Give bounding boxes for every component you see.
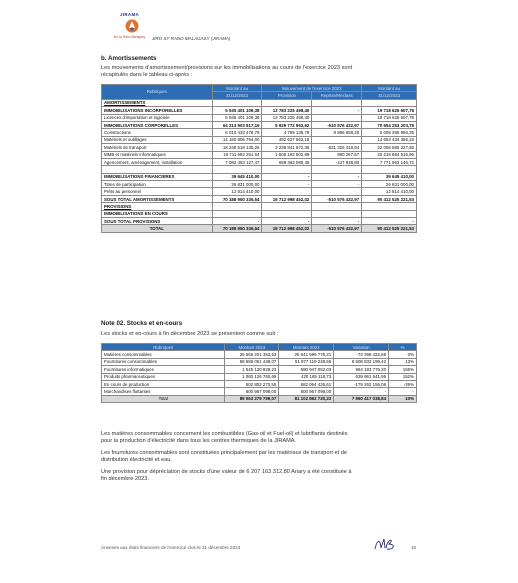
row-value-c2: 3 236 841 672,36: [262, 144, 312, 151]
total-value-c3: 7 960 417 038,84: [334, 395, 389, 402]
row-value-c2: [262, 166, 312, 173]
row-value-c4: [362, 210, 417, 217]
row-label: Titres de participation: [102, 181, 213, 188]
table-row: [102, 380, 417, 387]
row-value-c1: 5 935 401 109,38: [212, 107, 262, 114]
row-value-c4: 70 654 253 203,78: [362, 121, 417, 128]
row-value-c4: 90 412 525 221,53: [362, 195, 417, 202]
table-row: [102, 203, 417, 210]
row-value-c3: [312, 114, 362, 121]
row-value-c2: [262, 188, 312, 195]
row-value-c3: -137 938,80: [312, 158, 362, 165]
table-row: [102, 373, 417, 380]
table-row: [102, 188, 417, 195]
stocks-header-percent: %: [389, 344, 417, 351]
total-value-c1: 89 063 279 799,07: [225, 395, 279, 402]
table-row: [102, 158, 417, 165]
table-row: [102, 114, 417, 121]
row-value-c1: 18 248 518 135,26: [212, 144, 262, 151]
row-value-c4: [362, 166, 417, 173]
total-value-c4: 10%: [389, 395, 417, 402]
row-value-c4: 12 814 410,00: [362, 188, 417, 195]
table-row: [102, 358, 417, 365]
page-number: 16: [411, 545, 417, 550]
total-label: Total: [102, 395, 225, 402]
row-value-c4: -: [362, 218, 417, 225]
logo-drop-icon: [125, 19, 139, 33]
row-value-c1: 18 711 692 261,64: [212, 151, 262, 158]
row-label: Licences d'importation et logiciele: [102, 114, 213, 121]
amortissements-intro-line1: Les mouvements d'amortissement/provisions sur les immobilisations au cours de l'exercice 2023 sont: [101, 65, 353, 71]
row-value-c2: -: [262, 173, 312, 180]
row-value-c4: 14 653 434 356,18: [362, 136, 417, 143]
row-value-c3: [312, 99, 362, 106]
row-value-c3: 639 961 641,96: [334, 373, 389, 380]
table-row: [102, 99, 417, 106]
row-value-c2: [262, 99, 312, 106]
row-label: SOUS TOTAL PROVISIONS: [102, 218, 213, 225]
table-row: [102, 151, 417, 158]
table-row: [102, 107, 417, 114]
row-value-c2: 26 641 599 776,21: [279, 351, 334, 358]
row-value-c3: -179 262 156,06: [334, 380, 389, 387]
row-value-c3: -: [312, 181, 362, 188]
header-montant-au-2: Montant au: [362, 85, 417, 92]
table-row: [102, 366, 417, 373]
row-label: Matières consommables: [102, 351, 225, 358]
row-label: Matériels et outillages: [102, 136, 213, 143]
table-row: [102, 195, 417, 202]
row-label: [102, 166, 213, 173]
amortissements-intro-line2: récapitulés dans le tableau ci-après :: [101, 72, 193, 78]
amortissements-title: b. Amortissements: [101, 55, 157, 62]
header-montant-au: Montant au: [212, 85, 262, 92]
row-value-c3: -510 576 432,97: [312, 195, 362, 202]
row-label: En cours de production: [102, 380, 225, 387]
row-value-c1: 1 545 130 828,23: [225, 366, 279, 373]
row-value-c1: 800 967 098,00: [225, 388, 279, 395]
row-value-c4: 19 718 626 607,78: [362, 114, 417, 121]
row-label: Constructions: [102, 129, 213, 136]
row-label: Marchandises flottantes: [102, 388, 225, 395]
row-value-c3: -510 576 432,97: [312, 121, 362, 128]
row-value-c4: -: [389, 388, 417, 395]
row-value-c1: 6 010 433 478,79: [212, 129, 262, 136]
row-value-c2: 51 977 119 248,65: [279, 358, 334, 365]
table-row: [102, 129, 417, 136]
row-value-c1: [212, 203, 262, 210]
row-label: Fournitures informatiques: [102, 366, 225, 373]
row-value-c1: 64 213 903 817,16: [212, 121, 262, 128]
row-value-c2: 580 947 052,03: [279, 366, 334, 373]
row-value-c3: -: [312, 107, 362, 114]
row-value-c4: 22 006 685 227,56: [362, 144, 417, 151]
stocks-note-2b: distribution électricité et eau.: [101, 457, 172, 463]
row-label: Matériels de transport: [102, 144, 213, 151]
row-label: IMMOBILISATIONS FINANCIERES: [102, 173, 213, 180]
stocks-note-2a: Les fournitures consommables sont constituées principalement par les matériaux de transport et de: [101, 450, 347, 456]
row-value-c2: [262, 203, 312, 210]
company-name: JIRO SY RANO MALAGASY (JIRAMA): [152, 36, 231, 41]
row-value-c1: 14 160 806 794,00: [212, 136, 262, 143]
table-row: [102, 351, 417, 358]
table-row: [102, 166, 417, 173]
total-row: [102, 395, 417, 402]
row-value-c2: -: [262, 218, 312, 225]
stocks-note-3a: Une provision pour dépréciation de stocks d'une valeur de 6 207 163 312,80 Ariary a été constituée à: [101, 469, 352, 475]
row-label: SOUS TOTAL AMORTISSEMENTS: [102, 195, 213, 202]
row-value-c3: -: [312, 218, 362, 225]
stocks-header-variation: Variation: [334, 344, 389, 351]
row-value-c3: -: [334, 388, 389, 395]
row-value-c4: 20 216 884 516,96: [362, 151, 417, 158]
row-value-c1: 39 645 410,00: [212, 173, 262, 180]
row-label: MMB et matériels informatiques: [102, 151, 213, 158]
row-value-c4: -26%: [389, 380, 417, 387]
row-label: IMMOBILISATIONS CORPORELLES: [102, 121, 213, 128]
table-row: [102, 388, 417, 395]
row-value-c4: 6 005 295 956,35: [362, 129, 417, 136]
row-value-c2: -: [262, 181, 312, 188]
table-row: [102, 121, 417, 128]
stocks-note-1b: pour la production d'électricité dans tous les centres thermiques de la JIRAMA.: [101, 438, 297, 444]
row-value-c3: 6 608 932 199,42: [334, 358, 389, 365]
row-value-c4: 0%: [389, 351, 417, 358]
row-label: IMMOBILISATIONS EN COURS: [102, 210, 213, 217]
logo-tagline: Jiro sy Rano Malagasy: [113, 35, 146, 39]
total-value-c2: 19 712 998 452,02: [262, 225, 312, 232]
row-value-c4: 7 771 953 146,72: [362, 158, 417, 165]
row-value-c2: 4 759 135,78: [262, 129, 312, 136]
row-value-c1: 58 586 051 448,07: [225, 358, 279, 365]
row-label: Fournitures consommables: [102, 358, 225, 365]
row-value-c1: 1 060 126 760,69: [225, 373, 279, 380]
row-value-c1: 70 188 950 336,54: [212, 195, 262, 202]
stocks-intro: Les stocks et en-cours à fin décembre 2023 se présentent comme suit :: [101, 331, 279, 337]
row-value-c3: 9 896 658,20: [312, 129, 362, 136]
row-value-c1: 26 566 201 353,53: [225, 351, 279, 358]
logo-word: JIRAMA: [120, 12, 140, 17]
header-mouvement: Mouvement de l'exercice 2023: [262, 85, 362, 92]
stocks-title: Note 02. Stocks et en-cours: [101, 320, 183, 327]
row-value-c1: [212, 166, 262, 173]
total-value-c1: 70 188 950 336,54: [212, 225, 262, 232]
table-row: [102, 144, 417, 151]
total-row: [102, 225, 417, 232]
row-value-c2: 13 783 225 498,40: [262, 107, 312, 114]
row-value-c3: -: [312, 173, 362, 180]
row-value-c2: 13 783 225 498,40: [262, 114, 312, 121]
row-value-c4: 13%: [389, 358, 417, 365]
row-value-c4: 19 718 626 607,78: [362, 107, 417, 114]
row-value-c4: 152%: [389, 373, 417, 380]
row-label: AMORTISSEMENTS: [102, 99, 213, 106]
header-date-2023: 31/12/2023: [362, 92, 417, 99]
row-value-c3: [312, 136, 362, 143]
row-value-c2: 1 506 182 502,89: [262, 151, 312, 158]
row-value-c2: 420 165 118,73: [279, 373, 334, 380]
row-value-c2: 682 064 426,61: [279, 380, 334, 387]
header-date-2022: 31/12/2022: [212, 92, 262, 99]
row-value-c3: [312, 188, 362, 195]
row-value-c1: 502 802 270,55: [225, 380, 279, 387]
total-value-c2: 81 102 862 720,23: [279, 395, 334, 402]
total-value-c3: -510 576 432,97: [312, 225, 362, 232]
row-value-c3: [312, 166, 362, 173]
table-row: [102, 136, 417, 143]
total-label: TOTAL: [102, 225, 213, 232]
stocks-header-2022: Montant 2022: [279, 344, 334, 351]
row-value-c3: [312, 203, 362, 210]
row-value-c3: -521 325 419,94: [312, 144, 362, 151]
table-row: [102, 181, 417, 188]
row-label: IMMOBILISATIONS INCORPORELLES: [102, 107, 213, 114]
row-value-c3: 964 183 776,20: [334, 366, 389, 373]
header-provision: Provision: [262, 92, 312, 99]
row-value-c1: 26 831 000,00: [212, 181, 262, 188]
row-value-c1: -: [212, 218, 262, 225]
row-value-c4: 39 645 410,00: [362, 173, 417, 180]
row-value-c1: [212, 210, 262, 217]
footer-text: Annexes aux états financiers de l'exercice clos le 31 décembre 2023: [101, 545, 241, 550]
row-label: Agencement, aménagement, installation: [102, 158, 213, 165]
stocks-header-2023: Montant 2023: [225, 344, 279, 351]
row-value-c4: 166%: [389, 366, 417, 373]
row-value-c4: 26 831 000,00: [362, 181, 417, 188]
table-row: [102, 218, 417, 225]
stocks-note-1a: Les matières consommables concernent les combustibles (Gas-oil et Fuel-oil) et lubrifiants destinés: [101, 431, 348, 437]
row-value-c1: 7 082 453 127,47: [212, 158, 262, 165]
row-value-c3: 990 267,57: [312, 151, 362, 158]
row-value-c2: 5 929 772 953,62: [262, 121, 312, 128]
row-value-c2: [262, 210, 312, 217]
row-value-c4: [362, 203, 417, 210]
row-value-c2: 800 967 098,00: [279, 388, 334, 395]
row-label: Prêts au personnel: [102, 188, 213, 195]
header-rubriques: Rubriques: [102, 85, 213, 100]
row-label: PROVISIONS: [102, 203, 213, 210]
row-value-c4: [362, 99, 417, 106]
row-value-c3: [312, 210, 362, 217]
row-value-c2: 689 362 080,45: [262, 158, 312, 165]
stocks-note-3b: fin décembre 2023.: [101, 476, 149, 482]
row-label: Produits pharmaceutiques: [102, 373, 225, 380]
row-value-c2: 492 627 562,18: [262, 136, 312, 143]
total-value-c4: 90 412 525 221,53: [362, 225, 417, 232]
header-reprise: Reprise/Reclass: [312, 92, 362, 99]
amortissements-table: [101, 84, 417, 233]
row-value-c3: -73 398 422,68: [334, 351, 389, 358]
row-value-c1: 5 935 401 109,38: [212, 114, 262, 121]
table-row: [102, 173, 417, 180]
row-value-c1: [212, 99, 262, 106]
stocks-table: [101, 343, 417, 403]
table-row: [102, 210, 417, 217]
row-value-c1: 12 814 410,00: [212, 188, 262, 195]
row-value-c2: 19 712 998 452,02: [262, 195, 312, 202]
signature-initials: [373, 536, 399, 552]
stocks-header-rubriques: Rubriques: [102, 344, 225, 351]
